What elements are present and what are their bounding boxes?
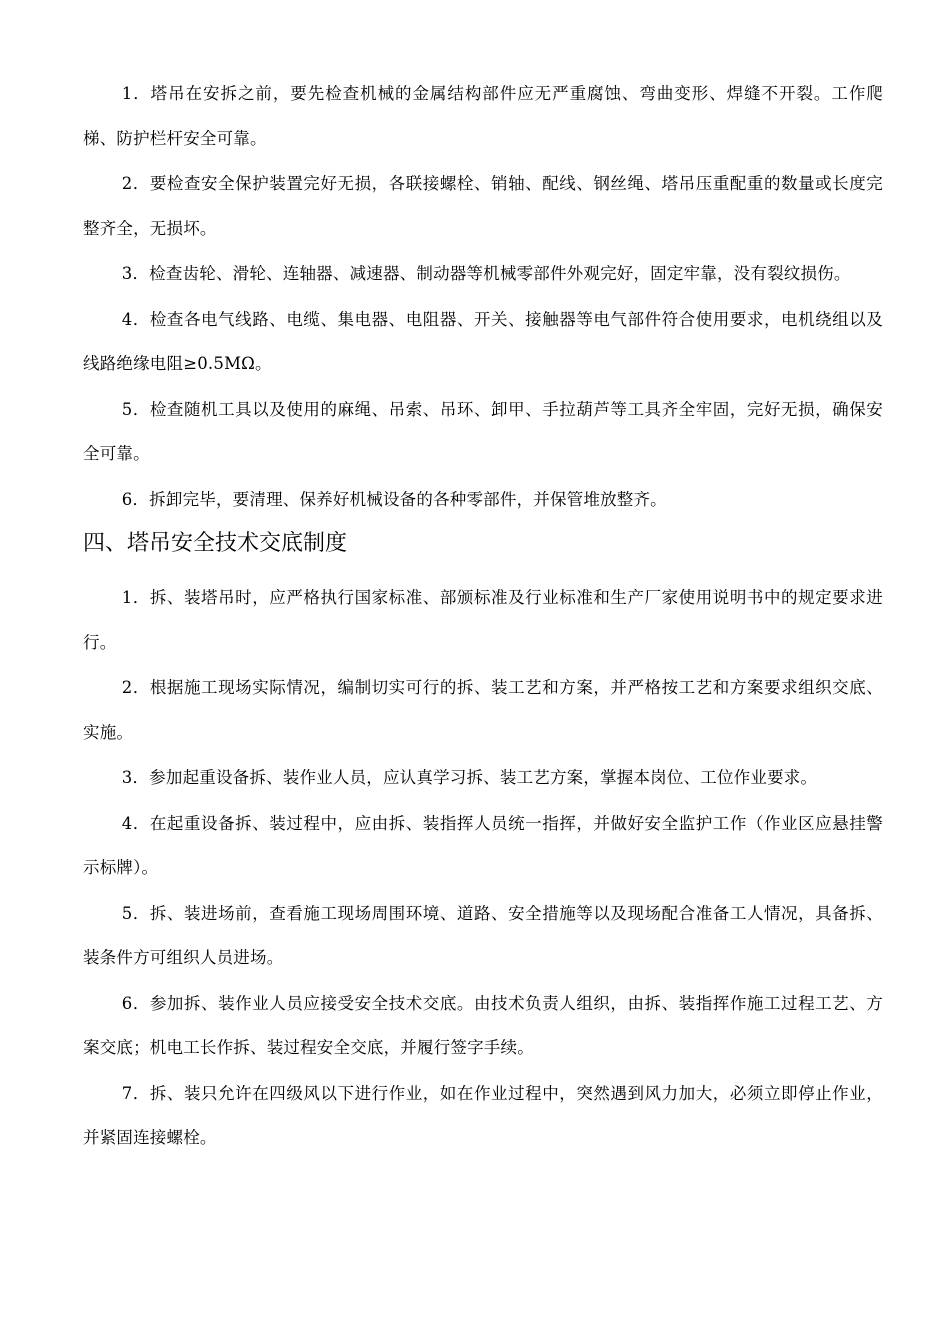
safety-briefing-section (83, 522, 883, 1161)
briefing-item-1: 1．拆、装塔吊时，应严格执行国家标准、部颁标准及行业标准和生产厂家使用说明书中的规定要求进行。 (83, 588, 883, 652)
inspection-section (83, 72, 883, 522)
briefing-item-2: 2．根据施工现场实际情况，编制切实可行的拆、装工艺和方案，并严格按工艺和方案要求组织交底、实施。 (83, 678, 883, 742)
briefing-item-4: 4．在起重设备拆、装过程中，应由拆、装指挥人员统一指挥，并做好安全监护工作（作业区应悬挂警示标牌）。 (83, 813, 883, 877)
inspection-item-6: 6．拆卸完毕，要清理、保养好机械设备的各种零部件，并保管堆放整齐。 (121, 489, 667, 509)
briefing-item-5: 5．拆、装进场前，查看施工现场周围环境、道路、安全措施等以及现场配合准备工人情况，具备拆、装条件方可组织人员进场。 (83, 903, 883, 967)
inspection-item-4: 4．检查各电气线路、电缆、集电器、电阻器、开关、接触器等电气部件符合使用要求，电机绕组以及线路绝缘电阻≥0.5MΩ。 (83, 309, 883, 373)
briefing-item-6: 6．参加拆、装作业人员应接受安全技术交底。由技术负责人组织，由拆、装指挥作施工过程工艺、方案交底；机电工长作拆、装过程安全交底，并履行签字手续。 (83, 993, 883, 1057)
inspection-item-1: 1．塔吊在安拆之前，要先检查机械的金属结构部件应无严重腐蚀、弯曲变形、焊缝不开裂。工作爬梯、防护栏杆安全可靠。 (83, 84, 883, 148)
inspection-item-2: 2．要检查安全保护装置完好无损，各联接螺栓、销轴、配线、钢丝绳、塔吊压重配重的数量或长度完整齐全，无损坏。 (83, 174, 883, 238)
document-page (83, 72, 883, 1161)
briefing-item-7: 7．拆、装只允许在四级风以下进行作业，如在作业过程中，突然遇到风力加大，必须立即停止作业，并紧固连接螺栓。 (83, 1083, 883, 1147)
briefing-item-3: 3．参加起重设备拆、装作业人员，应认真学习拆、装工艺方案，掌握本岗位、工位作业要求。 (121, 768, 818, 787)
inspection-item-3: 3．检查齿轮、滑轮、连轴器、减速器、制动器等机械零部件外观完好，固定牢靠，没有裂纹损伤。 (121, 264, 851, 283)
section-heading: 四、塔吊安全技术交底制度 (83, 531, 348, 556)
inspection-item-5: 5．检查随机工具以及使用的麻绳、吊索、吊环、卸甲、手拉葫芦等工具齐全牢固，完好无损，确保安全可靠。 (83, 399, 883, 463)
